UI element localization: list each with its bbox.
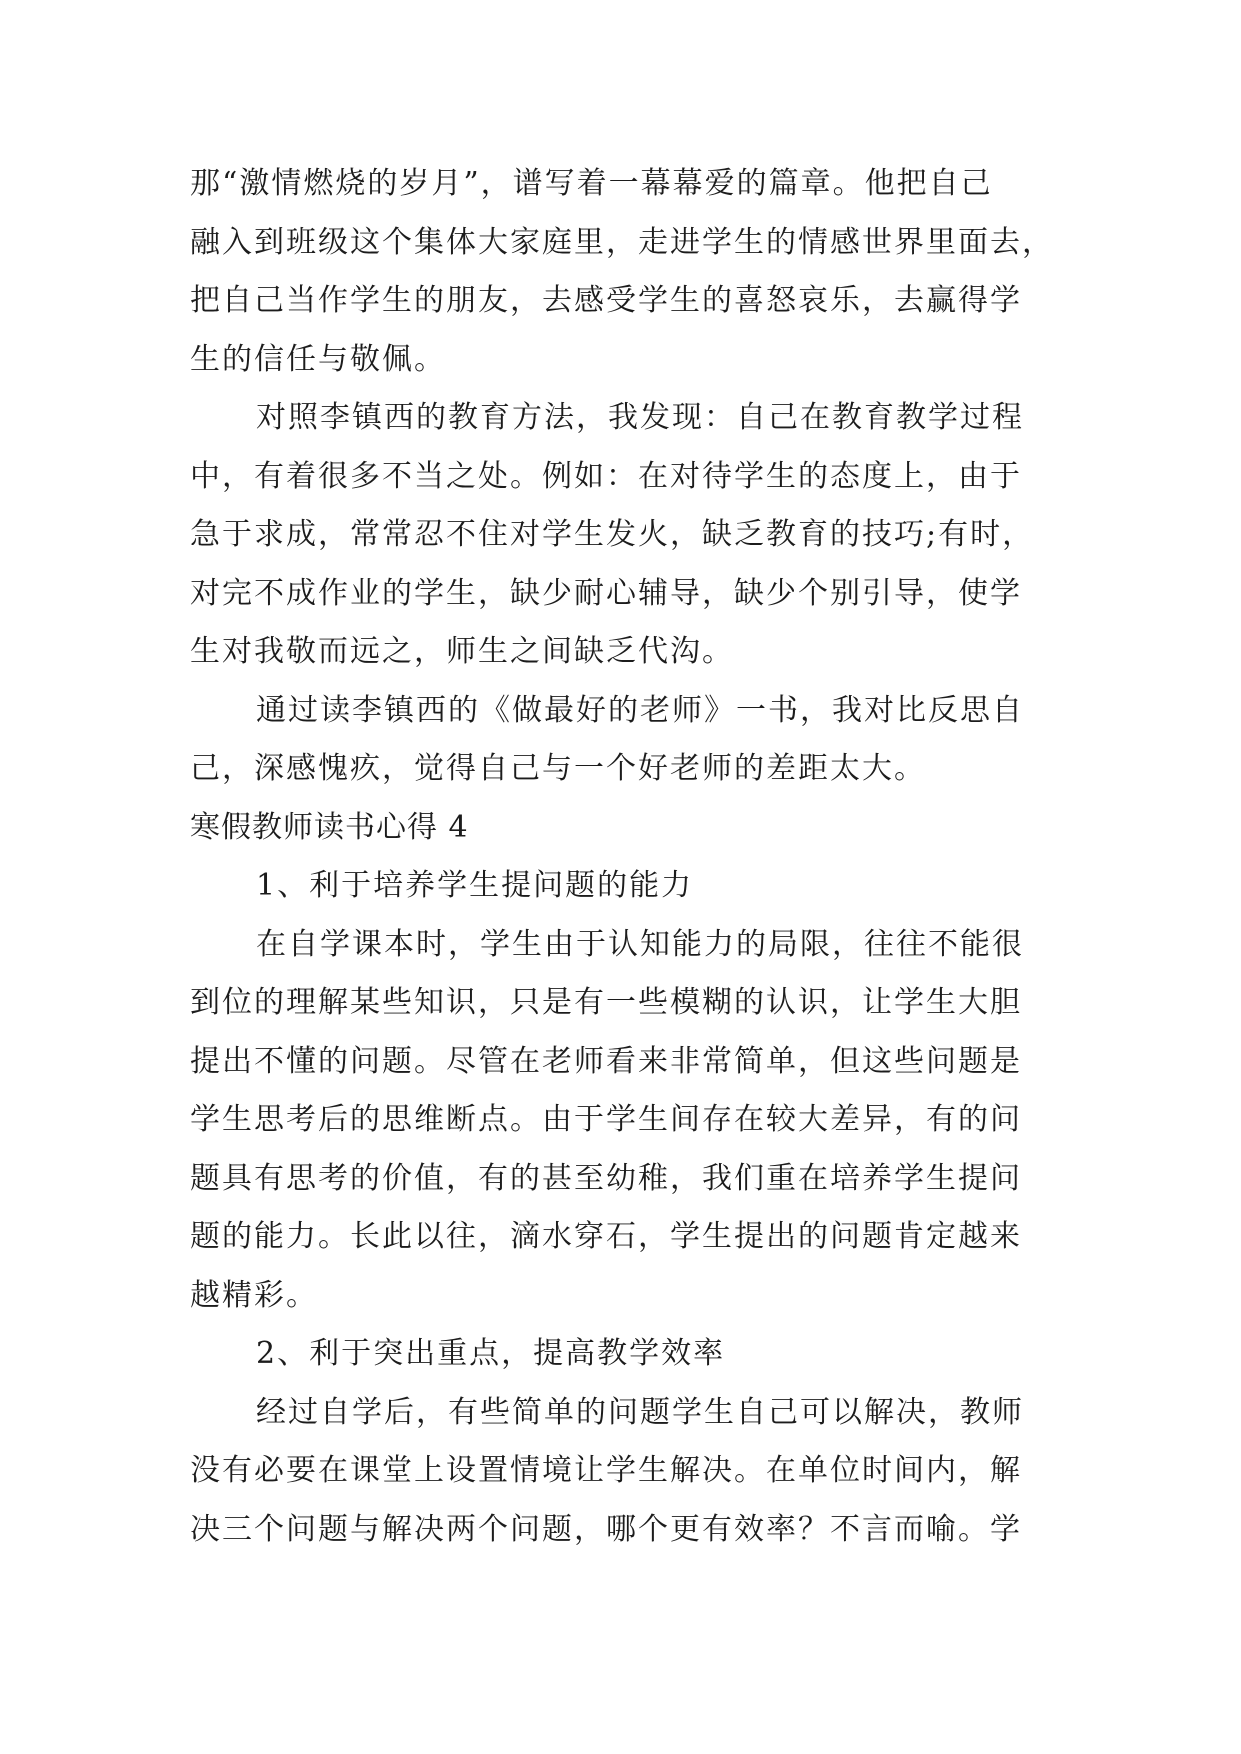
text-line: 提出不懂的问题。尽管在老师看来非常简单，但这些问题是 (190, 1043, 1022, 1079)
text-line: 在自学课本时，学生由于认知能力的局限，往往不能很 (256, 926, 1024, 962)
section-heading: 寒假教师读书心得 4 (190, 809, 469, 845)
text-line: 中，有着很多不当之处。例如：在对待学生的态度上，由于 (190, 458, 1022, 494)
text-line: 通过读李镇西的《做最好的老师》一书，我对比反思自 (256, 692, 1024, 728)
text-line: 1、利于培养学生提问题的能力 (256, 868, 694, 903)
text-line: 学生思考后的思维断点。由于学生间存在较大差异，有的问 (190, 1102, 1022, 1137)
document-body (190, 155, 1090, 1559)
text-line: 到位的理解某些知识，只是有一些模糊的认识，让学生大胆 (190, 985, 1022, 1020)
text-line: 把自己当作学生的朋友，去感受学生的喜怒哀乐，去赢得学 (190, 283, 1022, 318)
text-line: 对完不成作业的学生，缺少耐心辅导，缺少个别引导，使学 (190, 575, 1022, 611)
text-line: 题的能力。长此以往，滴水穿石，学生提出的问题肯定越来 (190, 1219, 1022, 1254)
text-line: 生的信任与敬佩。 (190, 341, 446, 377)
text-line: 决三个问题与解决两个问题，哪个更有效率？不言而喻。学 (190, 1511, 1022, 1547)
text-line: 没有必要在课堂上设置情境让学生解决。在单位时间内，解 (190, 1453, 1022, 1488)
text-line: 生对我敬而远之，师生之间缺乏代沟。 (190, 634, 734, 669)
text-line: 题具有思考的价值，有的甚至幼稚，我们重在培养学生提问 (190, 1160, 1022, 1196)
text-line: 急于求成，常常忍不住对学生发火，缺乏教育的技巧;有时， (190, 517, 1035, 552)
text-line: 那“激情燃烧的岁月”，谱写着一幕幕爱的篇章。他把自己 (190, 166, 993, 201)
text-line: 对照李镇西的教育方法，我发现：自己在教育教学过程 (256, 400, 1024, 435)
text-line: 越精彩。 (190, 1277, 318, 1313)
text-line: 融入到班级这个集体大家庭里，走进学生的情感世界里面去， (190, 224, 1054, 260)
text-line: 经过自学后，有些简单的问题学生自己可以解决，教师 (256, 1394, 1024, 1430)
text-line: 2、利于突出重点，提高教学效率 (256, 1336, 726, 1371)
text-line: 己，深感愧疚，觉得自己与一个好老师的差距太大。 (190, 751, 926, 786)
